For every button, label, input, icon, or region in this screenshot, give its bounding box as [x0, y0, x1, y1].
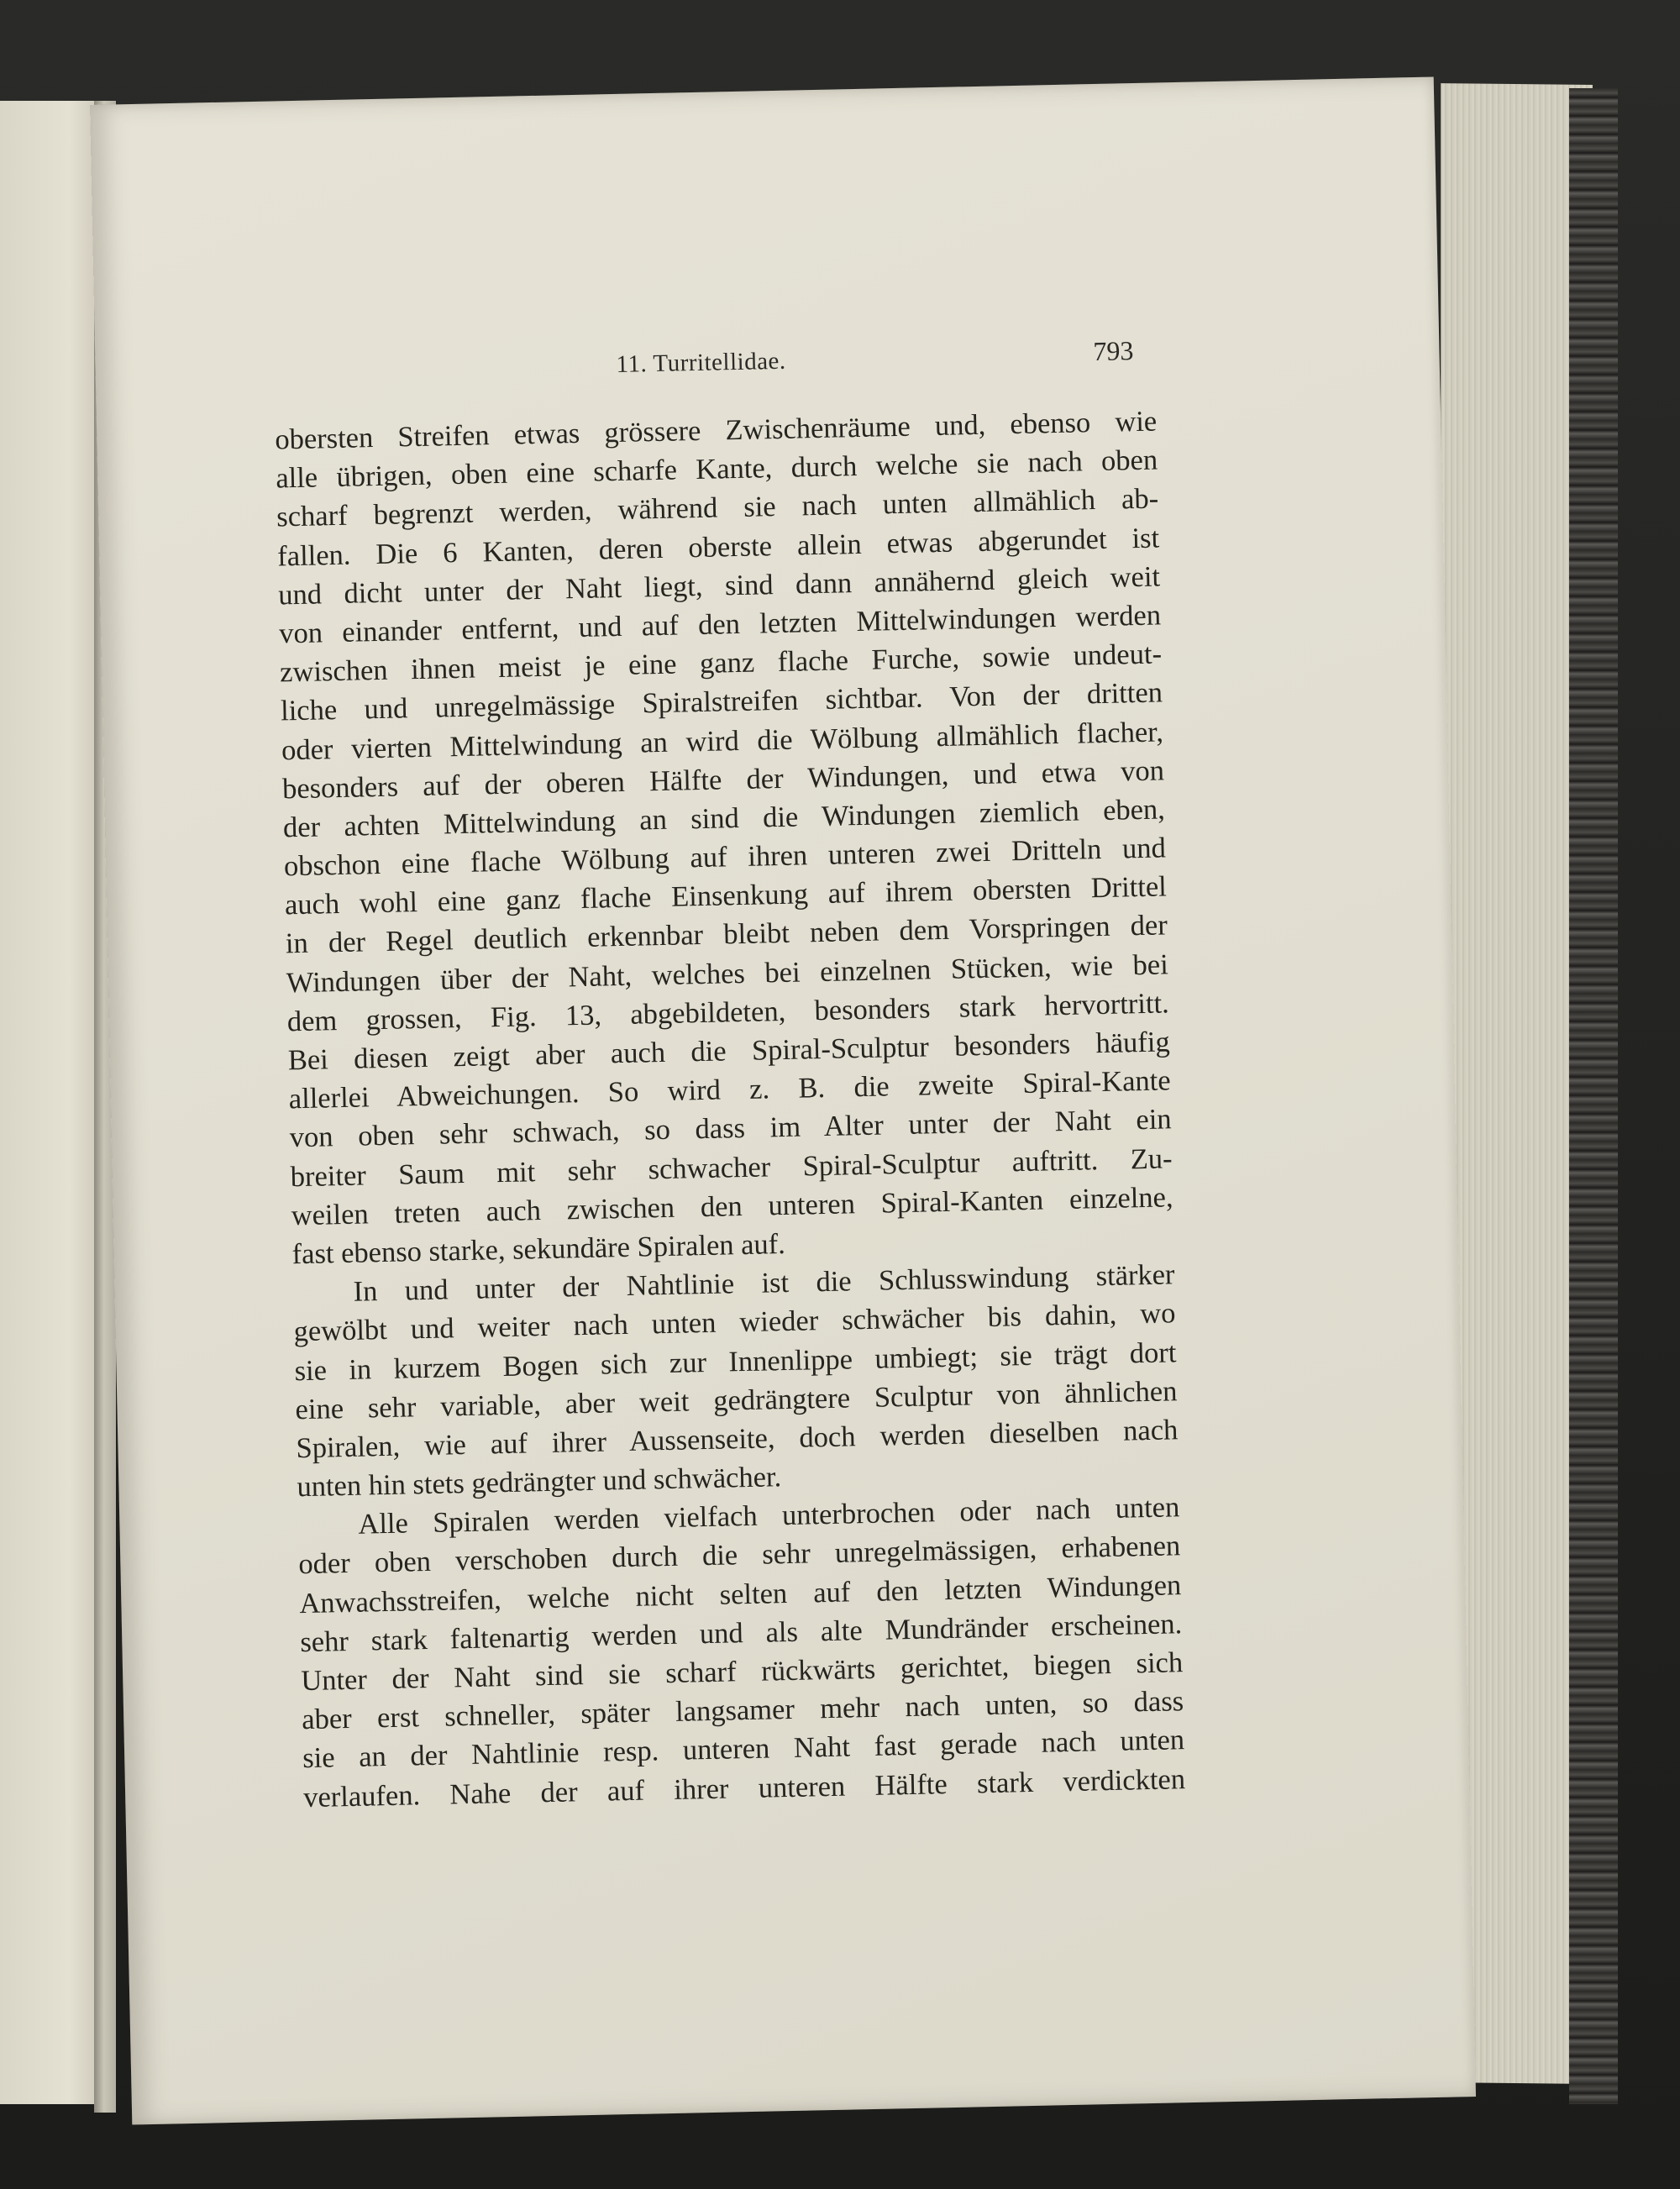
- text-line: Windungen über der Naht, welches bei einzelnen Stücken, wie bei: [286, 948, 1169, 999]
- text-line: besonders auf der oberen Hälfte der Windungen, und etwa von: [281, 754, 1165, 806]
- text-line: aber erst schneller, später langsamer mehr nach unten, so dass: [301, 1685, 1184, 1736]
- text-line: auch wohl eine ganz flache Einsenkung auf ihrem obersten Drittel: [284, 870, 1168, 921]
- text-line: Alle Spiralen werden vielfach unterbrochen oder nach unten: [358, 1491, 1180, 1541]
- text-line: sie in kurzem Bogen sich zur Innenlippe umbiegt; sie trägt dort: [294, 1336, 1177, 1387]
- text-line: allerlei Abweichungen. So wird z. B. die zweite Spiral-Kante: [288, 1064, 1171, 1115]
- text-line: obersten Streifen etwas grössere Zwischenräume und, ebenso wie: [274, 405, 1158, 456]
- text-line: oder vierten Mittelwindung an wird die Wölbung allmählich flacher,: [281, 715, 1164, 766]
- text-line: liche und unregelmässige Spiralstreifen sichtbar. Von der dritten: [280, 676, 1163, 727]
- text-line: sie an der Nahtlinie resp. unteren Naht fast gerade nach unten: [302, 1724, 1185, 1775]
- text-line: und dicht unter der Naht liegt, sind dann annähernd gleich weit: [277, 560, 1161, 612]
- text-line: verlaufen. Nahe der auf ihrer unteren Hälfte stark verdickten: [302, 1762, 1186, 1814]
- text-line: unten hin stets gedrängter und schwächer.: [297, 1461, 782, 1504]
- text-line: gewölbt und weiter nach unten wieder schwächer bis dahin, wo: [293, 1297, 1176, 1348]
- text-line: fast ebenso starke, sekundäre Spiralen auf.: [291, 1227, 786, 1271]
- page-header: [95, 328, 1440, 398]
- text-line: Bei diesen zeigt aber auch die Spiral-Sculptur besonders häufig: [287, 1026, 1171, 1077]
- text-line: fallen. Die 6 Kanten, deren oberste allein etwas abgerundet ist: [276, 522, 1160, 573]
- previous-page-edge: [0, 101, 101, 2104]
- text-line: sehr stark faltenartig werden und als alte Mundränder erscheinen.: [299, 1608, 1183, 1658]
- text-line: eine sehr variable, aber weit gedrängtere Sculptur von ähnlichen: [295, 1374, 1178, 1425]
- text-line: Anwachsstreifen, welche nicht selten auf den letzten Windungen: [299, 1568, 1182, 1619]
- text-line: obschon eine flache Wölbung auf ihren unteren zwei Dritteln und: [283, 832, 1167, 883]
- text-line: von einander entfernt, und auf den letzten Mittelwindungen werden: [278, 599, 1162, 650]
- text-line: zwischen ihnen meist je eine ganz flache Furche, sowie undeut-: [279, 638, 1163, 689]
- text-line: dem grossen, Fig. 13, abgebildeten, besonders stark hervortritt.: [286, 987, 1170, 1038]
- text-line: scharf begrenzt werden, während sie nach unten allmählich ab-: [276, 482, 1159, 533]
- text-line: Spiralen, wie auf ihrer Aussenseite, doch werden dieselben nach: [296, 1414, 1179, 1465]
- text-line: weilen treten auch zwischen den unteren Spiral-Kanten einzelne,: [291, 1181, 1173, 1232]
- text-line: oder oben verschoben durch die sehr unregelmässigen, erhabenen: [298, 1530, 1181, 1581]
- running-head: 11. Turritellidae.: [616, 347, 786, 378]
- text-line: Unter der Naht sind sie scharf rückwärts gerichtet, biegen sich: [300, 1646, 1184, 1698]
- text-line: breiter Saum mit sehr schwacher Spiral-Sculptur auftritt. Zu-: [290, 1142, 1173, 1193]
- text-line: von oben sehr schwach, so dass im Alter unter der Naht ein: [289, 1103, 1172, 1154]
- book-page: [90, 77, 1476, 2125]
- text-line: In und unter der Nahtlinie ist die Schlusswindung stärker: [353, 1258, 1175, 1308]
- text-line: der achten Mittelwindung an sind die Windungen ziemlich eben,: [282, 793, 1166, 844]
- text-line: alle übrigen, oben eine scharfe Kante, durch welche sie nach oben: [275, 444, 1158, 495]
- text-line: in der Regel deutlich erkennbar bleibt neben dem Vorspringen der: [285, 909, 1168, 960]
- book-cover-edge: [1569, 88, 1618, 2104]
- body-text: [275, 402, 1186, 1817]
- page-number: 793: [1093, 335, 1134, 367]
